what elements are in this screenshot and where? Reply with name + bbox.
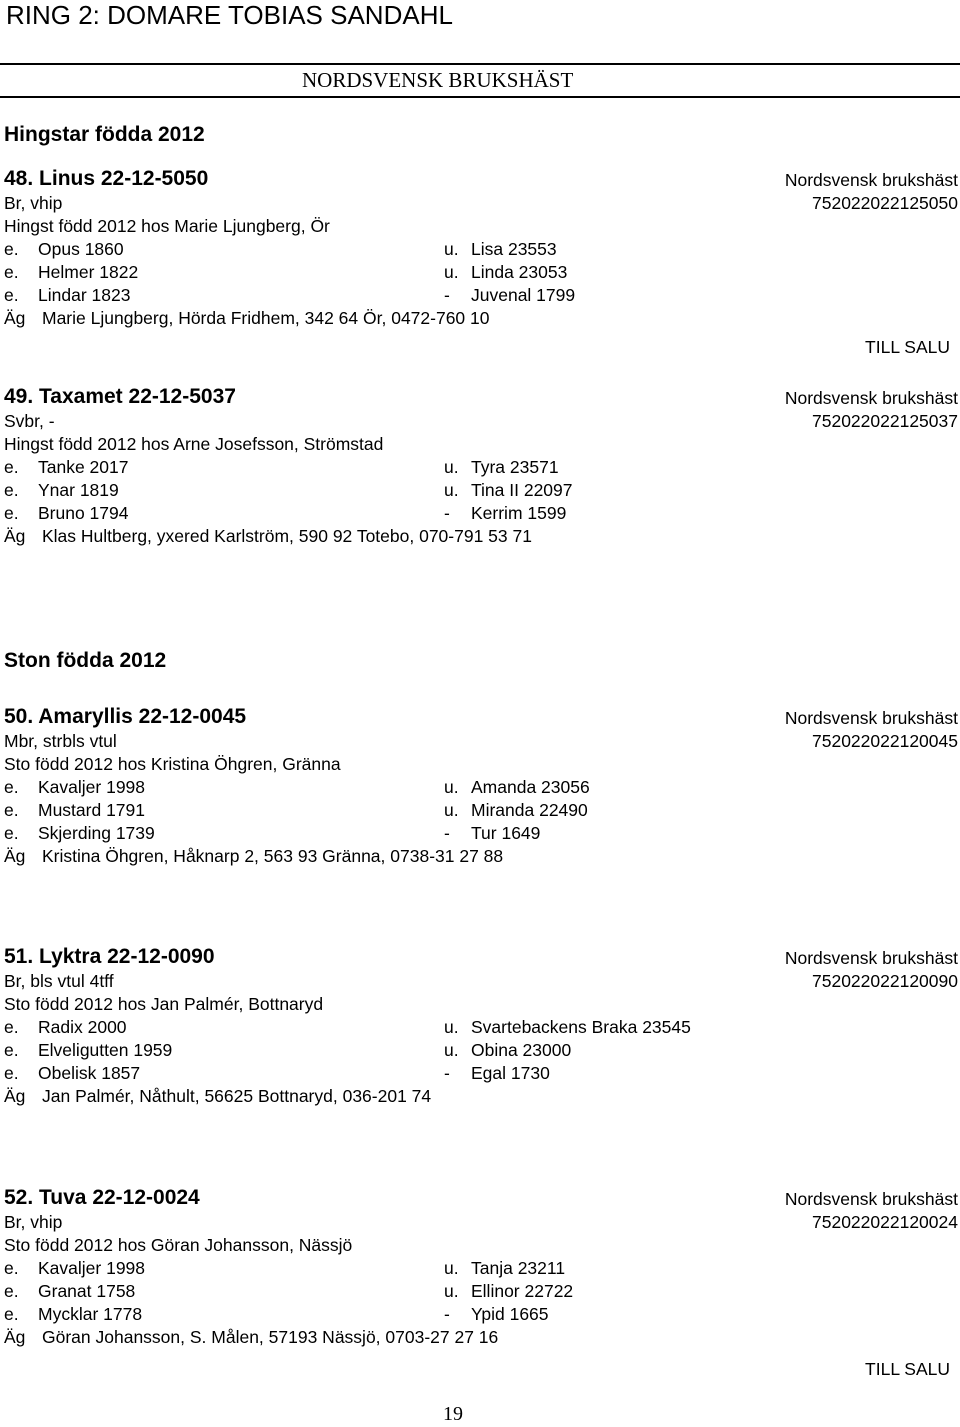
sire-prefix: e. — [4, 1040, 19, 1060]
dam-prefix: u. — [444, 1258, 459, 1278]
sire-name: Obelisk 1857 — [38, 1063, 141, 1083]
horse-color: Br, vhip — [4, 193, 63, 213]
sire-prefix: e. — [4, 285, 19, 305]
horse-name: 49. Taxamet 22-12-5037 — [4, 385, 236, 408]
owner-prefix: Äg — [4, 1086, 26, 1106]
sire-name: Bruno 1794 — [38, 503, 129, 523]
sire-name: Tanke 2017 — [38, 457, 129, 477]
registration-number: 752022022120090 — [812, 971, 958, 991]
sire-name: Radix 2000 — [38, 1017, 127, 1037]
sire-name: Helmer 1822 — [38, 262, 139, 282]
sire-prefix: e. — [4, 239, 19, 259]
breed-label: Nordsvensk brukshäst — [784, 1189, 958, 1209]
sire-name: Kavaljer 1998 — [38, 777, 146, 797]
sire-prefix: e. — [4, 503, 19, 523]
birth-info: Hingst född 2012 hos Arne Josefsson, Strömstad — [4, 434, 384, 454]
dam-prefix: u. — [444, 457, 459, 477]
sire-name: Granat 1758 — [38, 1281, 136, 1301]
dam-name: Lisa 23553 — [471, 239, 557, 259]
birth-info: Hingst född 2012 hos Marie Ljungberg, Ör — [4, 216, 330, 236]
sire-name: Lindar 1823 — [38, 285, 131, 305]
section-heading-stallions: Hingstar födda 2012 — [4, 123, 205, 146]
breed-label: Nordsvensk brukshäst — [784, 170, 958, 190]
birth-info: Sto född 2012 hos Jan Palmér, Bottnaryd — [4, 994, 324, 1014]
owner-info: Marie Ljungberg, Hörda Fridhem, 342 64 Ör, 0472-760 10 — [42, 308, 490, 328]
page-number: 19 — [443, 1403, 463, 1425]
dam-name: Linda 23053 — [471, 262, 568, 282]
subtitle-rule — [0, 96, 960, 98]
birth-info: Sto född 2012 hos Kristina Öhgren, Gränna — [4, 754, 341, 774]
dam-name: Obina 23000 — [471, 1040, 572, 1060]
sire-name: Mustard 1791 — [38, 800, 146, 820]
birth-info: Sto född 2012 hos Göran Johansson, Nässjö — [4, 1235, 353, 1255]
horse-entry — [4, 1185, 958, 1385]
dam-name: Tina II 22097 — [471, 480, 573, 500]
horse-color: Br, bls vtul 4tff — [4, 971, 114, 991]
horse-name: 51. Lyktra 22-12-0090 — [4, 945, 215, 968]
dam-name: Tur 1649 — [471, 823, 541, 843]
for-sale-label: TILL SALU — [865, 337, 950, 357]
horse-color: Svbr, - — [4, 411, 55, 431]
sire-name: Skjerding 1739 — [38, 823, 155, 843]
dam-name: Ellinor 22722 — [471, 1281, 574, 1301]
breed-subtitle: NORDSVENSK BRUKSHÄST — [302, 68, 574, 92]
dam-name: Kerrim 1599 — [471, 503, 567, 523]
registration-number: 752022022125050 — [812, 193, 958, 213]
dam-prefix: u. — [444, 1017, 459, 1037]
sire-prefix: e. — [4, 777, 19, 797]
dam-name: Ypid 1665 — [471, 1304, 549, 1324]
owner-info: Göran Johansson, S. Målen, 57193 Nässjö, 0703-27 27 16 — [42, 1327, 499, 1347]
owner-prefix: Äg — [4, 308, 26, 328]
dam-prefix: - — [444, 1063, 450, 1083]
dam-prefix: - — [444, 285, 450, 305]
breed-label: Nordsvensk brukshäst — [784, 948, 958, 968]
dam-name: Svartebackens Braka 23545 — [471, 1017, 691, 1037]
dam-prefix: u. — [444, 480, 459, 500]
sire-name: Ynar 1819 — [38, 480, 119, 500]
sire-name: Elveligutten 1959 — [38, 1040, 173, 1060]
owner-prefix: Äg — [4, 526, 26, 546]
dam-name: Miranda 22490 — [471, 800, 588, 820]
sire-name: Opus 1860 — [38, 239, 124, 259]
dam-name: Juvenal 1799 — [471, 285, 576, 305]
sire-prefix: e. — [4, 262, 19, 282]
registration-number: 752022022125037 — [812, 411, 958, 431]
sire-prefix: e. — [4, 1304, 19, 1324]
horse-name: 48. Linus 22-12-5050 — [4, 167, 209, 190]
dam-prefix: u. — [444, 777, 459, 797]
owner-prefix: Äg — [4, 1327, 26, 1347]
page-title: RING 2: DOMARE TOBIAS SANDAHL — [6, 0, 453, 30]
sire-prefix: e. — [4, 1063, 19, 1083]
top-rule — [0, 63, 960, 65]
horse-name: 50. Amaryllis 22-12-0045 — [4, 705, 247, 728]
dam-name: Egal 1730 — [471, 1063, 550, 1083]
dam-prefix: - — [444, 823, 450, 843]
horse-name: 52. Tuva 22-12-0024 — [4, 1186, 200, 1209]
owner-info: Klas Hultberg, yxered Karlström, 590 92 Totebo, 070-791 53 71 — [42, 526, 532, 546]
horse-entry — [4, 704, 958, 904]
dam-prefix: u. — [444, 800, 459, 820]
registration-number: 752022022120024 — [812, 1212, 958, 1232]
dam-name: Amanda 23056 — [471, 777, 590, 797]
owner-prefix: Äg — [4, 846, 26, 866]
breed-label: Nordsvensk brukshäst — [784, 708, 958, 728]
dam-prefix: u. — [444, 1281, 459, 1301]
sire-name: Mycklar 1778 — [38, 1304, 143, 1324]
horse-entry — [4, 166, 958, 366]
section-heading-mares: Ston födda 2012 — [4, 649, 167, 672]
sire-prefix: e. — [4, 457, 19, 477]
dam-prefix: - — [444, 1304, 450, 1324]
dam-prefix: u. — [444, 1040, 459, 1060]
sire-prefix: e. — [4, 800, 19, 820]
sire-prefix: e. — [4, 1281, 19, 1301]
dam-name: Tanja 23211 — [471, 1258, 566, 1278]
dam-prefix: u. — [444, 239, 459, 259]
horse-entry — [4, 944, 958, 1144]
dam-name: Tyra 23571 — [471, 457, 559, 477]
horse-color: Mbr, strbls vtul — [4, 731, 117, 751]
registration-number: 752022022120045 — [812, 731, 958, 751]
sire-prefix: e. — [4, 480, 19, 500]
sire-prefix: e. — [4, 1258, 19, 1278]
owner-info: Jan Palmér, Nåthult, 56625 Bottnaryd, 036-201 74 — [42, 1086, 432, 1106]
for-sale-label: TILL SALU — [865, 1359, 950, 1379]
dam-prefix: - — [444, 503, 450, 523]
sire-prefix: e. — [4, 823, 19, 843]
horse-color: Br, vhip — [4, 1212, 63, 1232]
dam-prefix: u. — [444, 262, 459, 282]
horse-entry — [4, 384, 958, 584]
sire-prefix: e. — [4, 1017, 19, 1037]
sire-name: Kavaljer 1998 — [38, 1258, 146, 1278]
owner-info: Kristina Öhgren, Håknarp 2, 563 93 Gränna, 0738-31 27 88 — [42, 846, 504, 866]
breed-label: Nordsvensk brukshäst — [784, 388, 958, 408]
